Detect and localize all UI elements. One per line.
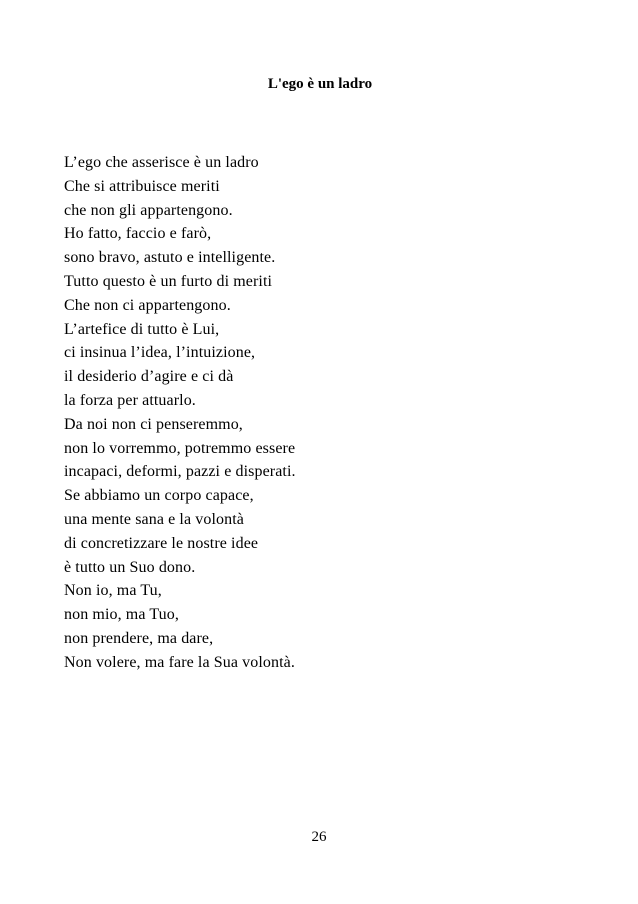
poem-line: Non io, ma Tu, bbox=[64, 582, 162, 600]
poem-line: di concretizzare le nostre idee bbox=[64, 534, 259, 552]
poem-body bbox=[64, 151, 296, 675]
poem-line: Tutto questo è un furto di meriti bbox=[64, 272, 273, 290]
poem-line: una mente sana e la volontà bbox=[64, 510, 244, 528]
poem-line: incapaci, deformi, pazzi e disperati. bbox=[64, 463, 296, 481]
poem-line: Da noi non ci penseremmo, bbox=[64, 415, 243, 433]
poem-line: il desiderio d’agire e ci dà bbox=[64, 368, 234, 386]
poem-line: L’artefice di tutto è Lui, bbox=[64, 320, 220, 338]
poem-line: la forza per attuarlo. bbox=[64, 391, 196, 409]
poem-line: non lo vorremmo, potremmo essere bbox=[64, 439, 296, 457]
poem-line: non mio, ma Tuo, bbox=[64, 606, 179, 624]
poem-line: sono bravo, astuto e intelligente. bbox=[64, 249, 276, 267]
poem-line: ci insinua l’idea, l’intuizione, bbox=[64, 344, 256, 362]
poem-line: Non volere, ma fare la Sua volontà. bbox=[64, 653, 295, 671]
page-number: 26 bbox=[311, 829, 327, 845]
poem-line: è tutto un Suo dono. bbox=[64, 558, 196, 576]
poem-line: Che si attribuisce meriti bbox=[64, 177, 220, 195]
poem-line: Ho fatto, faccio e farò, bbox=[64, 225, 212, 243]
poem-line: Se abbiamo un corpo capace, bbox=[64, 487, 254, 505]
poem-title: L'ego è un ladro bbox=[267, 76, 373, 92]
poem-line: Che non ci appartengono. bbox=[64, 296, 231, 314]
poem-line: che non gli appartengono. bbox=[64, 201, 233, 219]
poem-line: non prendere, ma dare, bbox=[64, 629, 214, 647]
poem-line: L’ego che asserisce è un ladro bbox=[64, 154, 259, 171]
